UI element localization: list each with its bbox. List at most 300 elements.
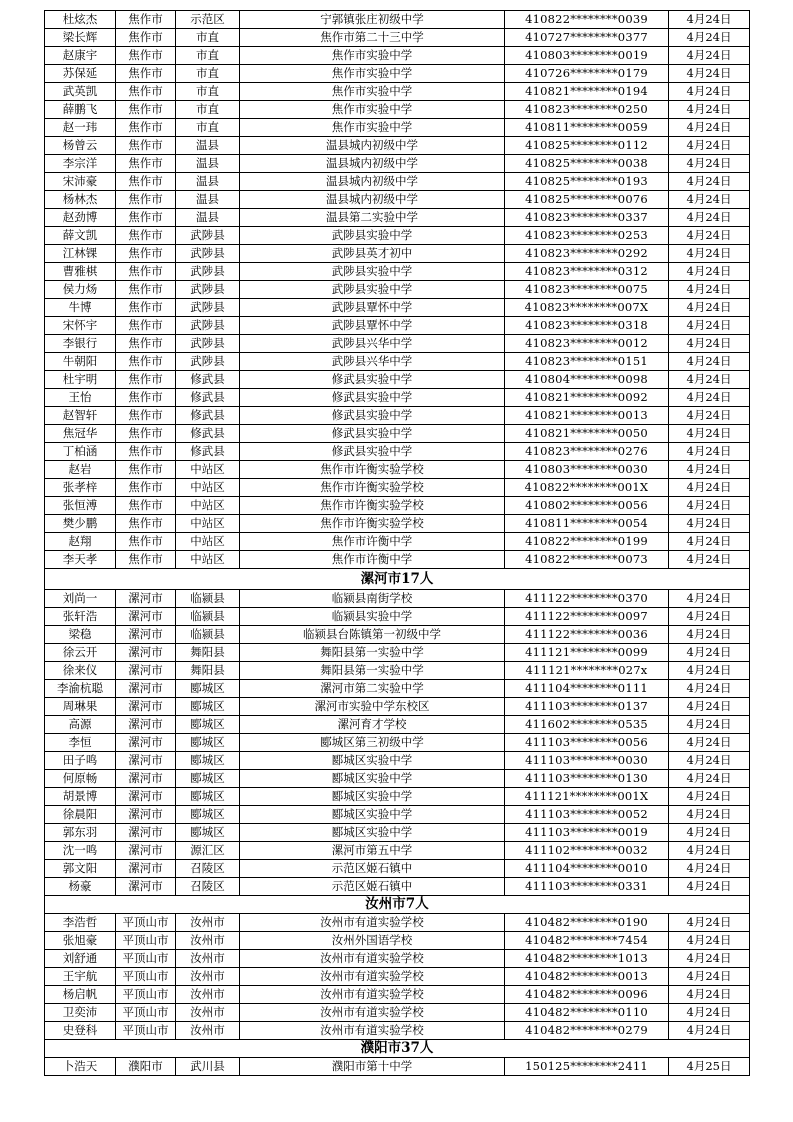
table-row (45, 335, 750, 353)
city-name: 漯河市 (116, 770, 176, 788)
exam-date: 4月24日 (669, 479, 750, 497)
exam-date: 4月24日 (669, 425, 750, 443)
exam-date: 4月24日 (669, 299, 750, 317)
id-number: 410825********0112 (505, 137, 669, 155)
district-name: 市直 (176, 83, 240, 101)
school-name: 武陟县实验中学 (240, 227, 505, 245)
exam-date: 4月24日 (669, 590, 750, 608)
id-number: 411602********0535 (505, 716, 669, 734)
exam-date: 4月24日 (669, 842, 750, 860)
exam-date: 4月24日 (669, 644, 750, 662)
table-row (45, 11, 750, 29)
city-name: 焦作市 (116, 173, 176, 191)
exam-date: 4月24日 (669, 788, 750, 806)
district-name: 郾城区 (176, 770, 240, 788)
district-name: 温县 (176, 209, 240, 227)
city-name: 漯河市 (116, 860, 176, 878)
exam-date: 4月24日 (669, 191, 750, 209)
exam-date: 4月24日 (669, 83, 750, 101)
city-name: 漯河市 (116, 680, 176, 698)
exam-date: 4月24日 (669, 11, 750, 29)
student-name: 徐云开 (45, 644, 116, 662)
district-name: 临颍县 (176, 626, 240, 644)
district-name: 温县 (176, 191, 240, 209)
student-name: 王宇航 (45, 968, 116, 986)
student-name: 徐晨阳 (45, 806, 116, 824)
district-name: 汝州市 (176, 914, 240, 932)
school-name: 舞阳县第一实验中学 (240, 662, 505, 680)
city-name: 平顶山市 (116, 932, 176, 950)
district-name: 温县 (176, 155, 240, 173)
exam-date: 4月24日 (669, 497, 750, 515)
student-name: 李恒 (45, 734, 116, 752)
id-number: 410802********0056 (505, 497, 669, 515)
id-number: 410823********0250 (505, 101, 669, 119)
city-name: 濮阳市 (116, 1058, 176, 1076)
district-name: 修武县 (176, 407, 240, 425)
district-name: 温县 (176, 137, 240, 155)
city-name: 焦作市 (116, 551, 176, 569)
district-name: 郾城区 (176, 698, 240, 716)
student-name: 赵劲博 (45, 209, 116, 227)
table-row (45, 281, 750, 299)
id-number: 411102********0032 (505, 842, 669, 860)
exam-date: 4月24日 (669, 734, 750, 752)
school-name: 郾城区第三初级中学 (240, 734, 505, 752)
district-name: 武陟县 (176, 317, 240, 335)
id-number: 410482********1013 (505, 950, 669, 968)
table-row (45, 590, 750, 608)
id-number: 410822********0039 (505, 11, 669, 29)
district-name: 中站区 (176, 461, 240, 479)
city-name: 漯河市 (116, 824, 176, 842)
student-name: 刘舒通 (45, 950, 116, 968)
id-number: 410823********0276 (505, 443, 669, 461)
table-row (45, 551, 750, 569)
city-name: 焦作市 (116, 317, 176, 335)
city-name: 漯河市 (116, 644, 176, 662)
student-name: 焦冠华 (45, 425, 116, 443)
table-row (45, 425, 750, 443)
city-name: 平顶山市 (116, 950, 176, 968)
exam-date: 4月24日 (669, 986, 750, 1004)
table-row (45, 806, 750, 824)
exam-date: 4月24日 (669, 407, 750, 425)
exam-date: 4月24日 (669, 263, 750, 281)
id-number: 411103********0019 (505, 824, 669, 842)
student-name: 李渝杭聪 (45, 680, 116, 698)
id-number: 410822********0073 (505, 551, 669, 569)
id-number: 410825********0193 (505, 173, 669, 191)
school-name: 焦作市许衡中学 (240, 551, 505, 569)
id-number: 411103********0056 (505, 734, 669, 752)
city-name: 焦作市 (116, 371, 176, 389)
table-row (45, 770, 750, 788)
district-name: 武陟县 (176, 299, 240, 317)
id-number: 410822********001X (505, 479, 669, 497)
table-row (45, 626, 750, 644)
table-row (45, 680, 750, 698)
id-number: 410825********0076 (505, 191, 669, 209)
id-number: 410823********0151 (505, 353, 669, 371)
city-name: 漯河市 (116, 842, 176, 860)
district-name: 郾城区 (176, 824, 240, 842)
roster-body (45, 11, 750, 1076)
student-name: 梁稳 (45, 626, 116, 644)
school-name: 宁郭镇张庄初级中学 (240, 11, 505, 29)
student-name: 李银行 (45, 335, 116, 353)
id-number: 410823********0012 (505, 335, 669, 353)
school-name: 汝州市有道实验学校 (240, 986, 505, 1004)
id-number: 411103********0331 (505, 878, 669, 896)
exam-date: 4月24日 (669, 932, 750, 950)
id-number: 411104********0010 (505, 860, 669, 878)
school-name: 武陟县兴华中学 (240, 335, 505, 353)
table-row (45, 515, 750, 533)
table-row (45, 389, 750, 407)
student-name: 杨豪 (45, 878, 116, 896)
table-row (45, 227, 750, 245)
table-row (45, 878, 750, 896)
district-name: 中站区 (176, 515, 240, 533)
section-title: 汝州市7人 (45, 896, 750, 914)
city-name: 焦作市 (116, 83, 176, 101)
school-name: 武陟县兴华中学 (240, 353, 505, 371)
student-name: 赵康宇 (45, 47, 116, 65)
city-name: 焦作市 (116, 335, 176, 353)
school-name: 修武县实验中学 (240, 389, 505, 407)
district-name: 郾城区 (176, 716, 240, 734)
table-row (45, 497, 750, 515)
school-name: 温县第二实验中学 (240, 209, 505, 227)
district-name: 郾城区 (176, 734, 240, 752)
id-number: 410821********0013 (505, 407, 669, 425)
city-name: 平顶山市 (116, 914, 176, 932)
table-row (45, 155, 750, 173)
district-name: 汝州市 (176, 1004, 240, 1022)
city-name: 漯河市 (116, 788, 176, 806)
student-name: 武英凯 (45, 83, 116, 101)
school-name: 焦作市许衡实验学校 (240, 461, 505, 479)
school-name: 焦作市许衡实验学校 (240, 515, 505, 533)
school-name: 修武县实验中学 (240, 443, 505, 461)
school-name: 焦作市实验中学 (240, 65, 505, 83)
district-name: 中站区 (176, 551, 240, 569)
student-name: 赵智轩 (45, 407, 116, 425)
id-number: 411103********0052 (505, 806, 669, 824)
id-number: 410823********0075 (505, 281, 669, 299)
table-row (45, 299, 750, 317)
exam-date: 4月24日 (669, 137, 750, 155)
id-number: 410823********0318 (505, 317, 669, 335)
city-name: 漯河市 (116, 662, 176, 680)
exam-date: 4月24日 (669, 662, 750, 680)
exam-date: 4月24日 (669, 533, 750, 551)
city-name: 焦作市 (116, 389, 176, 407)
district-name: 汝州市 (176, 986, 240, 1004)
exam-date: 4月24日 (669, 47, 750, 65)
student-name: 赵岩 (45, 461, 116, 479)
student-name: 张恒溥 (45, 497, 116, 515)
student-name: 梁长辉 (45, 29, 116, 47)
school-name: 修武县实验中学 (240, 407, 505, 425)
student-name: 牛朝阳 (45, 353, 116, 371)
student-name: 杨曾云 (45, 137, 116, 155)
id-number: 410482********0013 (505, 968, 669, 986)
id-number: 410726********0179 (505, 65, 669, 83)
city-name: 漯河市 (116, 878, 176, 896)
district-name: 武陟县 (176, 245, 240, 263)
city-name: 焦作市 (116, 227, 176, 245)
id-number: 150125********2411 (505, 1058, 669, 1076)
id-number: 411122********0097 (505, 608, 669, 626)
table-row (45, 824, 750, 842)
id-number: 411121********027x (505, 662, 669, 680)
district-name: 武陟县 (176, 263, 240, 281)
student-name: 卜浩天 (45, 1058, 116, 1076)
school-name: 临颍县实验中学 (240, 608, 505, 626)
id-number: 410823********0312 (505, 263, 669, 281)
school-name: 焦作市许衡实验学校 (240, 479, 505, 497)
school-name: 武陟县英才初中 (240, 245, 505, 263)
school-name: 汝州市有道实验学校 (240, 1022, 505, 1040)
city-name: 焦作市 (116, 119, 176, 137)
city-name: 焦作市 (116, 515, 176, 533)
city-name: 焦作市 (116, 479, 176, 497)
student-name: 杜宇明 (45, 371, 116, 389)
exam-date: 4月24日 (669, 860, 750, 878)
id-number: 410821********0050 (505, 425, 669, 443)
student-name: 樊少鹏 (45, 515, 116, 533)
city-name: 焦作市 (116, 281, 176, 299)
exam-date: 4月24日 (669, 824, 750, 842)
school-name: 武陟县覃怀中学 (240, 317, 505, 335)
exam-date: 4月24日 (669, 608, 750, 626)
school-name: 修武县实验中学 (240, 425, 505, 443)
section-header-row (45, 569, 750, 590)
exam-date: 4月24日 (669, 1004, 750, 1022)
student-name: 牛博 (45, 299, 116, 317)
exam-date: 4月24日 (669, 1022, 750, 1040)
student-name: 江林锞 (45, 245, 116, 263)
section-header-row (45, 1040, 750, 1058)
school-name: 漯河育才学校 (240, 716, 505, 734)
city-name: 漯河市 (116, 608, 176, 626)
student-name: 李宗洋 (45, 155, 116, 173)
id-number: 410727********0377 (505, 29, 669, 47)
district-name: 修武县 (176, 443, 240, 461)
student-name: 赵一玮 (45, 119, 116, 137)
school-name: 漯河市第二实验中学 (240, 680, 505, 698)
city-name: 焦作市 (116, 29, 176, 47)
id-number: 410822********0199 (505, 533, 669, 551)
exam-date: 4月24日 (669, 101, 750, 119)
district-name: 召陵区 (176, 878, 240, 896)
school-name: 郾城区实验中学 (240, 824, 505, 842)
city-name: 焦作市 (116, 263, 176, 281)
exam-date: 4月24日 (669, 878, 750, 896)
table-row (45, 860, 750, 878)
id-number: 410482********0110 (505, 1004, 669, 1022)
city-name: 焦作市 (116, 299, 176, 317)
exam-date: 4月24日 (669, 227, 750, 245)
student-name: 田子鸣 (45, 752, 116, 770)
id-number: 410811********0059 (505, 119, 669, 137)
school-name: 郾城区实验中学 (240, 806, 505, 824)
exam-date: 4月24日 (669, 371, 750, 389)
school-name: 焦作市第二十三中学 (240, 29, 505, 47)
table-row (45, 371, 750, 389)
roster-sheet (44, 10, 749, 1076)
exam-date: 4月24日 (669, 698, 750, 716)
id-number: 410803********0030 (505, 461, 669, 479)
city-name: 焦作市 (116, 245, 176, 263)
exam-date: 4月24日 (669, 914, 750, 932)
city-name: 焦作市 (116, 425, 176, 443)
district-name: 召陵区 (176, 860, 240, 878)
student-name: 曹雅棋 (45, 263, 116, 281)
district-name: 汝州市 (176, 1022, 240, 1040)
city-name: 焦作市 (116, 155, 176, 173)
table-row (45, 1004, 750, 1022)
id-number: 410482********0279 (505, 1022, 669, 1040)
table-row (45, 932, 750, 950)
id-number: 411122********0370 (505, 590, 669, 608)
student-name: 张旭豪 (45, 932, 116, 950)
table-row (45, 986, 750, 1004)
school-name: 温县城内初级中学 (240, 137, 505, 155)
city-name: 焦作市 (116, 209, 176, 227)
city-name: 平顶山市 (116, 968, 176, 986)
exam-date: 4月24日 (669, 353, 750, 371)
city-name: 焦作市 (116, 497, 176, 515)
table-row (45, 317, 750, 335)
student-name: 丁柏涵 (45, 443, 116, 461)
id-number: 411103********0030 (505, 752, 669, 770)
exam-date: 4月25日 (669, 1058, 750, 1076)
table-row (45, 119, 750, 137)
district-name: 郾城区 (176, 680, 240, 698)
table-row (45, 29, 750, 47)
school-name: 濮阳市第十中学 (240, 1058, 505, 1076)
table-row (45, 968, 750, 986)
city-name: 焦作市 (116, 353, 176, 371)
table-row (45, 443, 750, 461)
school-name: 汝州市有道实验学校 (240, 950, 505, 968)
exam-date: 4月24日 (669, 209, 750, 227)
table-row (45, 752, 750, 770)
exam-date: 4月24日 (669, 515, 750, 533)
table-row (45, 1022, 750, 1040)
school-name: 焦作市实验中学 (240, 47, 505, 65)
district-name: 市直 (176, 47, 240, 65)
city-name: 漯河市 (116, 716, 176, 734)
exam-date: 4月24日 (669, 317, 750, 335)
table-row (45, 914, 750, 932)
city-name: 焦作市 (116, 11, 176, 29)
student-name: 赵翔 (45, 533, 116, 551)
student-name: 胡景博 (45, 788, 116, 806)
exam-date: 4月24日 (669, 752, 750, 770)
table-row (45, 263, 750, 281)
table-row (45, 407, 750, 425)
district-name: 汝州市 (176, 968, 240, 986)
student-name: 史登科 (45, 1022, 116, 1040)
exam-date: 4月24日 (669, 65, 750, 83)
district-name: 武陟县 (176, 353, 240, 371)
table-row (45, 950, 750, 968)
table-row (45, 47, 750, 65)
exam-date: 4月24日 (669, 461, 750, 479)
exam-date: 4月24日 (669, 155, 750, 173)
table-row (45, 461, 750, 479)
city-name: 漯河市 (116, 590, 176, 608)
exam-date: 4月24日 (669, 680, 750, 698)
id-number: 411103********0137 (505, 698, 669, 716)
city-name: 漯河市 (116, 734, 176, 752)
exam-date: 4月24日 (669, 770, 750, 788)
school-name: 焦作市许衡中学 (240, 533, 505, 551)
exam-date: 4月24日 (669, 716, 750, 734)
district-name: 舞阳县 (176, 662, 240, 680)
table-row (45, 101, 750, 119)
student-name: 李浩哲 (45, 914, 116, 932)
district-name: 市直 (176, 101, 240, 119)
student-name: 王怡 (45, 389, 116, 407)
district-name: 市直 (176, 65, 240, 83)
student-name: 侯力炀 (45, 281, 116, 299)
city-name: 焦作市 (116, 137, 176, 155)
student-name: 杜炫杰 (45, 11, 116, 29)
city-name: 漯河市 (116, 806, 176, 824)
id-number: 410821********0194 (505, 83, 669, 101)
school-name: 汝州市有道实验学校 (240, 1004, 505, 1022)
school-name: 郾城区实验中学 (240, 752, 505, 770)
id-number: 411103********0130 (505, 770, 669, 788)
table-row (45, 209, 750, 227)
table-row (45, 479, 750, 497)
school-name: 漯河市第五中学 (240, 842, 505, 860)
id-number: 411122********0036 (505, 626, 669, 644)
exam-date: 4月24日 (669, 389, 750, 407)
school-name: 修武县实验中学 (240, 371, 505, 389)
table-row (45, 644, 750, 662)
exam-date: 4月24日 (669, 626, 750, 644)
school-name: 示范区姬石镇中 (240, 878, 505, 896)
table-row (45, 191, 750, 209)
exam-date: 4月24日 (669, 950, 750, 968)
table-row (45, 1058, 750, 1076)
school-name: 郾城区实验中学 (240, 788, 505, 806)
district-name: 示范区 (176, 11, 240, 29)
school-name: 汝州市有道实验学校 (240, 968, 505, 986)
city-name: 焦作市 (116, 101, 176, 119)
student-name: 刘尚一 (45, 590, 116, 608)
city-name: 焦作市 (116, 47, 176, 65)
district-name: 中站区 (176, 479, 240, 497)
exam-date: 4月24日 (669, 119, 750, 137)
student-name: 徐来仪 (45, 662, 116, 680)
school-name: 临颍县南街学校 (240, 590, 505, 608)
school-name: 郾城区实验中学 (240, 770, 505, 788)
id-number: 411104********0111 (505, 680, 669, 698)
student-name: 高源 (45, 716, 116, 734)
school-name: 温县城内初级中学 (240, 173, 505, 191)
student-name: 杨启帆 (45, 986, 116, 1004)
district-name: 武陟县 (176, 281, 240, 299)
city-name: 焦作市 (116, 443, 176, 461)
id-number: 410482********0190 (505, 914, 669, 932)
